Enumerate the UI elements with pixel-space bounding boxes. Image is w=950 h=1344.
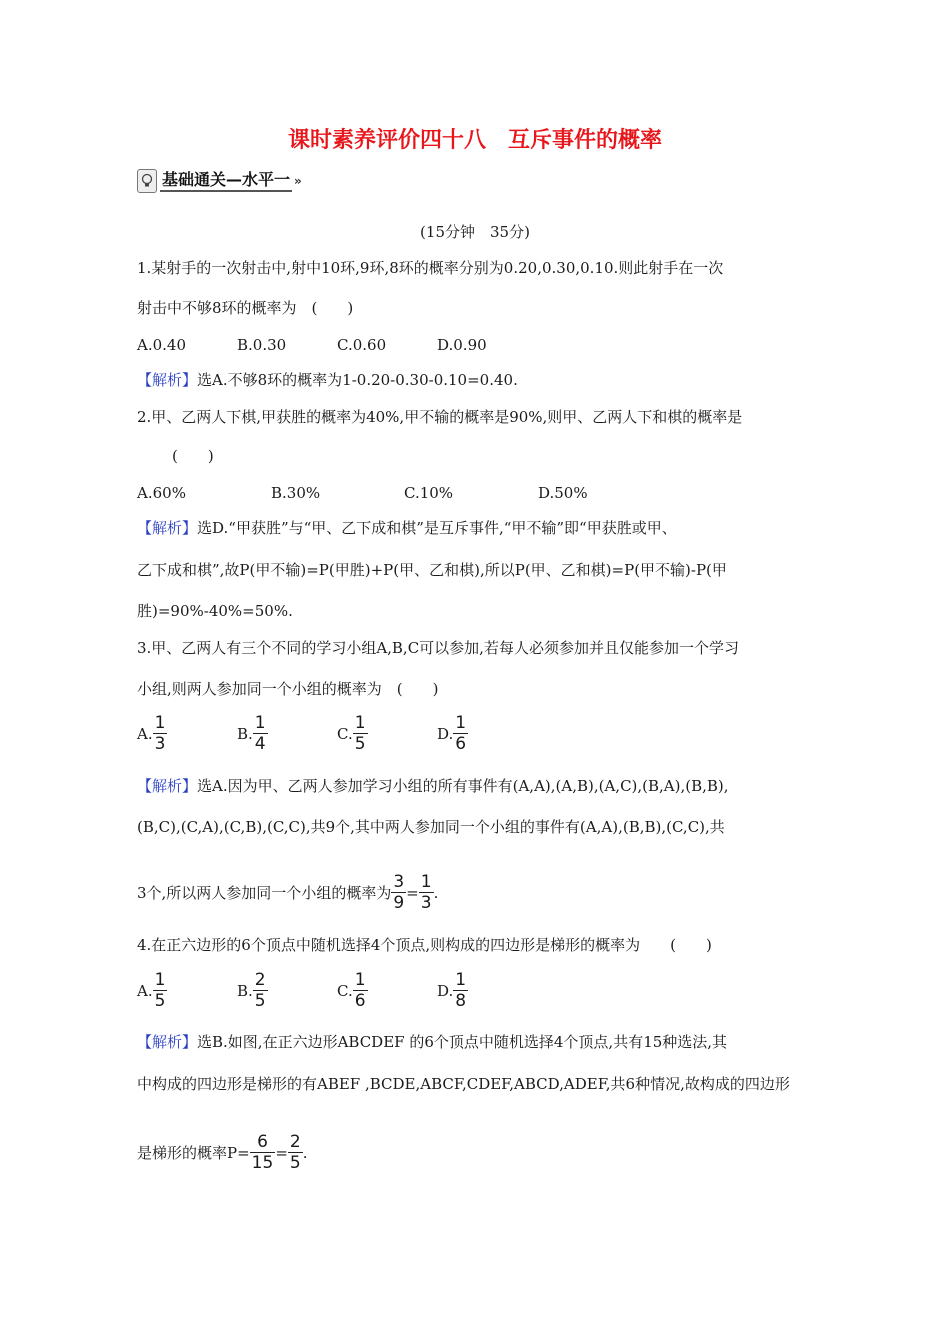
numerator: 1	[420, 872, 432, 892]
q4-option-d	[437, 970, 468, 1011]
fraction	[453, 970, 468, 1011]
q2-line-1: 2.甲、乙两人下棋,甲获胜的概率为40%,甲不输的概率是90%,则甲、乙两人下和棋的概率是	[137, 408, 743, 426]
q1-option-b: B.0.30	[237, 336, 287, 354]
equals-sign: =	[275, 1143, 288, 1162]
numerator: 1	[455, 713, 467, 733]
answer-tag: 【解析】	[137, 519, 198, 537]
numerator: 2	[289, 1132, 301, 1152]
q3-answer-line-2: (B,C),(C,A),(C,B),(C,C),共9个,其中两人参加同一个小组的事件有(A,A),(B,B),(C,C),共	[137, 818, 725, 836]
q2-line-2: ( )	[172, 447, 214, 465]
q4-line-1: 4.在正六边形的6个顶点中随机选择4个顶点,则构成的四边形是梯形的概率为 ( )	[137, 936, 712, 954]
denominator: 3	[154, 734, 166, 754]
q4-option-b	[237, 970, 268, 1011]
answer-tag: 【解析】	[137, 777, 198, 795]
q1-line-2: 射击中不够8环的概率为 ( )	[137, 299, 354, 317]
denominator: 6	[455, 734, 467, 754]
option-letter: B.	[237, 724, 253, 743]
answer-tag: 【解析】	[137, 371, 198, 389]
q4-answer-line-1	[137, 1032, 727, 1052]
q2-answer-line-3: 胜)=90%-40%=50%.	[137, 602, 293, 620]
q3-answer-line-1	[137, 776, 729, 796]
q4-options	[137, 970, 737, 1014]
q3-option-c	[337, 713, 368, 754]
fraction	[253, 713, 268, 754]
denominator: 5	[354, 734, 366, 754]
fraction	[253, 970, 268, 1011]
option-letter: A.	[137, 724, 153, 743]
period: .	[433, 883, 439, 902]
option-letter: D.	[437, 724, 454, 743]
q2-answer-line-1	[137, 518, 677, 538]
fraction	[353, 713, 368, 754]
fraction	[453, 713, 468, 754]
numerator: 1	[354, 713, 366, 733]
fraction	[153, 970, 168, 1011]
section-title: 基础通关—水平一	[160, 170, 292, 192]
q2-answer-line-2: 乙下成和棋”,故P(甲不输)=P(甲胜)+P(甲、乙和棋),所以P(甲、乙和棋)=P(甲不输)-P(甲	[137, 561, 727, 579]
numerator: 3	[393, 872, 405, 892]
q4-option-a	[137, 970, 167, 1011]
section-header	[137, 169, 302, 193]
option-letter: B.	[237, 981, 253, 1000]
q1-answer	[137, 370, 518, 390]
q3-option-d	[437, 713, 468, 754]
numerator: 1	[154, 970, 166, 990]
fraction	[288, 1132, 303, 1173]
option-letter: D.	[437, 981, 454, 1000]
denominator: 5	[154, 991, 166, 1011]
q4-answer-text-1: 选B.如图,在正六边形ABCDEF 的6个顶点中随机选择4个顶点,共有15种选法,其	[197, 1033, 728, 1051]
fraction	[419, 872, 434, 913]
fraction	[353, 970, 368, 1011]
double-chevron-icon: »	[294, 174, 302, 188]
q3-answer-text-3: 3个,所以两人参加同一个小组的概率为	[137, 883, 392, 902]
option-letter: A.	[137, 981, 153, 1000]
numerator: 1	[154, 713, 166, 733]
numerator: 1	[354, 970, 366, 990]
q3-answer-text-1: 选A.因为甲、乙两人参加学习小组的所有事件有(A,A),(A,B),(A,C),(B,A),(B,B),	[197, 777, 729, 795]
q2-option-c: C.10%	[404, 484, 454, 502]
denominator: 15	[251, 1153, 274, 1173]
denominator: 8	[455, 991, 467, 1011]
q2-option-d: D.50%	[538, 484, 588, 502]
equals-sign: =	[406, 883, 419, 902]
q3-line-1: 3.甲、乙两人有三个不同的学习小组A,B,C可以参加,若每人必须参加并且仅能参加一个学习	[137, 639, 739, 657]
period: .	[302, 1143, 308, 1162]
denominator: 9	[393, 893, 405, 913]
fraction	[153, 713, 168, 754]
q3-line-2: 小组,则两人参加同一个小组的概率为 ( )	[137, 680, 439, 698]
fraction	[391, 872, 406, 913]
q4-answer-text-3: 是梯形的概率P=	[137, 1143, 250, 1162]
q2-option-b: B.30%	[271, 484, 321, 502]
fraction	[250, 1132, 276, 1173]
time-note: (15分钟 35分)	[420, 223, 530, 241]
page-title: 课时素养评价四十八 互斥事件的概率	[287, 128, 662, 153]
q4-answer-line-3	[137, 1132, 308, 1173]
option-letter: C.	[337, 981, 353, 1000]
q2-option-a: A.60%	[137, 484, 186, 502]
q4-option-c	[337, 970, 368, 1011]
numerator: 6	[250, 1132, 276, 1153]
q2-answer-text-1: 选D.“甲获胜”与“甲、乙下成和棋”是互斥事件,“甲不输”即“甲获胜或甲、	[197, 519, 677, 537]
option-letter: C.	[337, 724, 353, 743]
q3-option-a	[137, 713, 167, 754]
answer-tag: 【解析】	[137, 1033, 198, 1051]
q3-options	[137, 713, 737, 757]
numerator: 2	[254, 970, 266, 990]
numerator: 1	[455, 970, 467, 990]
q1-option-c: C.0.60	[337, 336, 387, 354]
q1-option-a: A.0.40	[137, 336, 186, 354]
denominator: 6	[354, 991, 366, 1011]
q3-option-b	[237, 713, 268, 754]
numerator: 1	[254, 713, 266, 733]
q4-answer-line-2: 中构成的四边形是梯形的有ABEF ,BCDE,ABCF,CDEF,ABCD,ADEF,共6种情况,故构成的四边形	[137, 1075, 790, 1093]
denominator: 3	[420, 893, 432, 913]
q1-answer-text: 选A.不够8环的概率为1-0.20-0.30-0.10=0.40.	[197, 371, 518, 389]
q3-answer-line-3	[137, 872, 438, 913]
denominator: 4	[254, 734, 266, 754]
lightbulb-icon	[137, 169, 157, 193]
q1-option-d: D.0.90	[437, 336, 487, 354]
denominator: 5	[254, 991, 266, 1011]
q1-line-1: 1.某射手的一次射击中,射中10环,9环,8环的概率分别为0.20,0.30,0.10.则此射手在一次	[137, 259, 724, 277]
denominator: 5	[289, 1153, 301, 1173]
